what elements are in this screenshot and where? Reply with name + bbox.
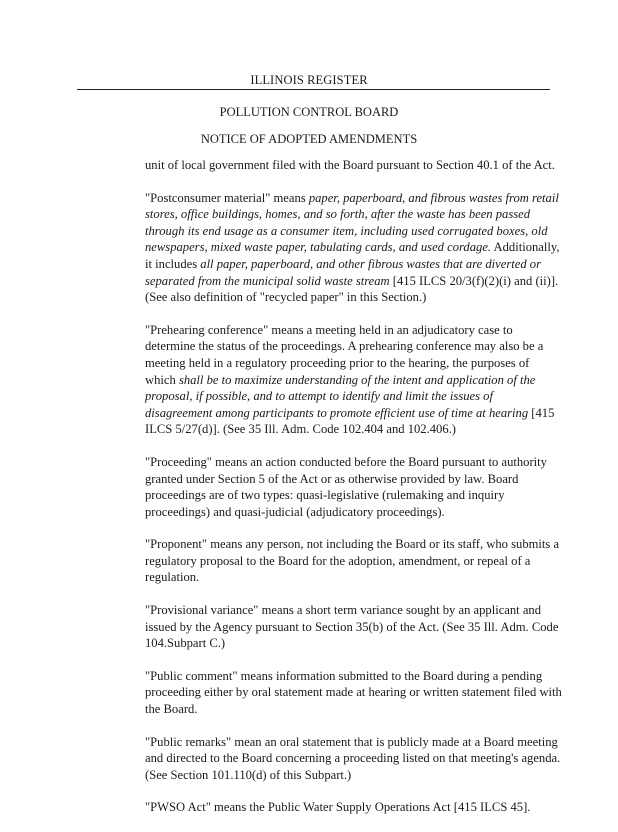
citation-text: [415 ILCS 20/3(f)(2)(i) and (ii)]. (See also definition of "recycled paper" in this Section.): [145, 273, 559, 305]
definition-text: "Prehearing conference" means a meeting held in an adjudicatory case to determine the status of the proceedings. A prehearing conference may also be a meeting held in a regulatory proceeding prior to the hearing, the purposes of which: [145, 322, 544, 387]
header-divider: [77, 89, 550, 90]
paragraph-pwso-act: "PWSO Act" means the Public Water Supply Operations Act [415 ILCS 45].: [145, 800, 531, 815]
notice-title: NOTICE OF ADOPTED AMENDMENTS: [200, 132, 418, 146]
document-body: [145, 157, 563, 832]
statutory-quote: all paper, paperboard, and other fibrous wastes that are diverted or separated from the municipal solid waste stream: [145, 256, 541, 288]
paragraph-prehearing-conference: [145, 322, 563, 438]
statutory-quote: paper, paperboard, and fibrous wastes from retail stores, office buildings, homes, and so forth, after the waste has been passed through its end usage as a consumer item, including used corrugated boxes, old newspapers, mixed waste paper, tabulating cards, and used cordage.: [145, 190, 559, 255]
paragraph-provisional-variance: "Provisional variance" means a short term variance sought by an applicant and issued by the Agency pursuant to Section 35(b) of the Act. (See 35 Ill. Adm. Code 104.Subpart C.): [145, 603, 559, 651]
definition-text: "Postconsumer material" means: [145, 190, 309, 205]
board-name: POLLUTION CONTROL BOARD: [219, 105, 399, 119]
definition-text: Additionally, it includes: [145, 240, 560, 271]
statutory-quote: shall be to maximize understanding of the intent and application of the proposal, if possible, and to attempt to identify and limit the issues of disagreement among participants to promote efficient use of time at hearing: [145, 372, 536, 420]
paragraph-public-remarks: "Public remarks" mean an oral statement that is publicly made at a Board meeting and directed to the Board concerning a proceeding listed on that meeting's agenda. (See Section 101.110(d) of this Subpart.): [145, 734, 561, 782]
register-title: ILLINOIS REGISTER: [250, 73, 368, 87]
paragraph-public-comment: "Public comment" means information submitted to the Board during a pending proceeding either by oral statement made at hearing or written statement filed with the Board.: [145, 668, 562, 717]
paragraph-postconsumer-material: [145, 190, 563, 306]
paragraph-proponent: "Proponent" means any person, not including the Board or its staff, who submits a regulatory proposal to the Board for the adoption, amendment, or repeal of a regulation.: [145, 537, 560, 585]
citation-text: [415 ILCS 5/27(d)]. (See 35 Ill. Adm. Code 102.404 and 102.406.): [145, 405, 555, 437]
paragraph-continuation: unit of local government filed with the Board pursuant to Section 40.1 of the Act.: [145, 158, 555, 172]
paragraph-proceeding: "Proceeding" means an action conducted before the Board pursuant to authority granted under Section 5 of the Act or as otherwise provided by law. Board proceedings are of two types: quasi-legislative (rulemaking and inquiry proceedings) and quasi-judicial (adjudicatory proceedings).: [145, 454, 547, 519]
